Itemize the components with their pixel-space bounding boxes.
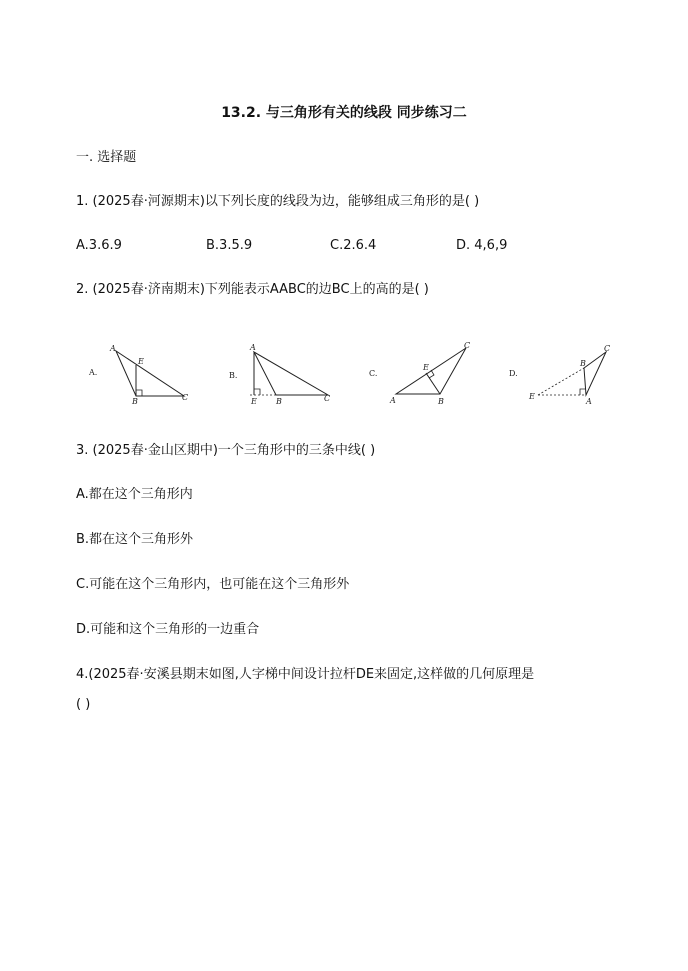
figure-d-extension-cb — [538, 368, 584, 395]
figure-b-point-e: E — [251, 397, 257, 406]
page-title: 13.2. 与三角形有关的线段 同步练习二 — [221, 105, 467, 121]
figure-a-point-c: C — [182, 393, 189, 402]
question-2-figure-d — [506, 338, 626, 410]
figure-d-point-b: B — [580, 359, 586, 368]
question-3-option-d: D.可能和这个三角形的一边重合 — [76, 622, 260, 637]
figure-c-option-label: C. — [369, 369, 378, 378]
section-heading: 一. 选择题 — [76, 150, 137, 165]
question-4-stem: 4.(2025春·安溪县期末如图,人字梯中间设计拉杆DE来固定,这样做的几何原理是 — [76, 667, 535, 682]
figure-c-point-c: C — [464, 341, 471, 350]
figure-b-point-c: C — [324, 394, 331, 403]
question-3-option-b: B.都在这个三角形外 — [76, 532, 194, 547]
figure-a-right-angle-mark — [136, 390, 142, 396]
figure-a-point-e: E — [138, 357, 144, 366]
question-1-option-d: D. 4,6,9 — [456, 238, 508, 253]
question-3-option-a: A.都在这个三角形内 — [76, 487, 193, 502]
question-1-option-a: A.3.6.9 — [76, 238, 122, 253]
question-1-option-b: B.3.5.9 — [206, 238, 253, 253]
figure-b-option-label: B. — [229, 371, 238, 380]
figure-b-right-angle-mark — [254, 389, 260, 395]
question-1-option-c: C.2.6.4 — [330, 238, 377, 253]
figure-a-point-b: B — [132, 397, 138, 406]
figure-a-triangle — [116, 351, 184, 396]
figure-c-right-angle-mark — [429, 370, 434, 378]
figure-d-point-c: C — [604, 344, 611, 353]
figure-a-option-label: A. — [89, 368, 98, 377]
question-2-stem: 2. (2025春·济南期末)下列能表示AABC的边BC上的高的是( ) — [76, 282, 429, 297]
question-3-option-c: C.可能在这个三角形内，也可能在这个三角形外 — [76, 577, 350, 592]
figure-c-point-b: B — [438, 397, 444, 406]
question-4-answer-blank: ( ) — [76, 697, 91, 712]
figure-c-point-e: E — [423, 363, 429, 372]
question-2-figure-b — [226, 338, 346, 410]
figure-a-point-a: A — [110, 344, 116, 353]
question-2-figure-c — [366, 338, 486, 410]
figure-b-point-a: A — [250, 343, 256, 352]
figure-d-triangle — [584, 352, 606, 395]
question-3-stem: 3. (2025春·金山区期中)一个三角形中的三条中线( ) — [76, 443, 376, 458]
figure-b-triangle — [254, 352, 328, 395]
figure-c-altitude — [426, 373, 440, 394]
figure-b-point-b: B — [276, 397, 282, 406]
figure-d-right-angle-mark — [580, 389, 586, 395]
question-1-stem: 1. (2025春·河源期末)以下列长度的线段为边，能够组成三角形的是( ) — [76, 194, 480, 209]
question-2-figure-a — [86, 338, 196, 410]
figure-d-point-e: E — [529, 392, 535, 401]
figure-d-option-label: D. — [509, 369, 518, 378]
figure-d-point-a: A — [586, 397, 592, 406]
figure-c-point-a: A — [390, 396, 396, 405]
figure-c-triangle — [396, 348, 466, 394]
